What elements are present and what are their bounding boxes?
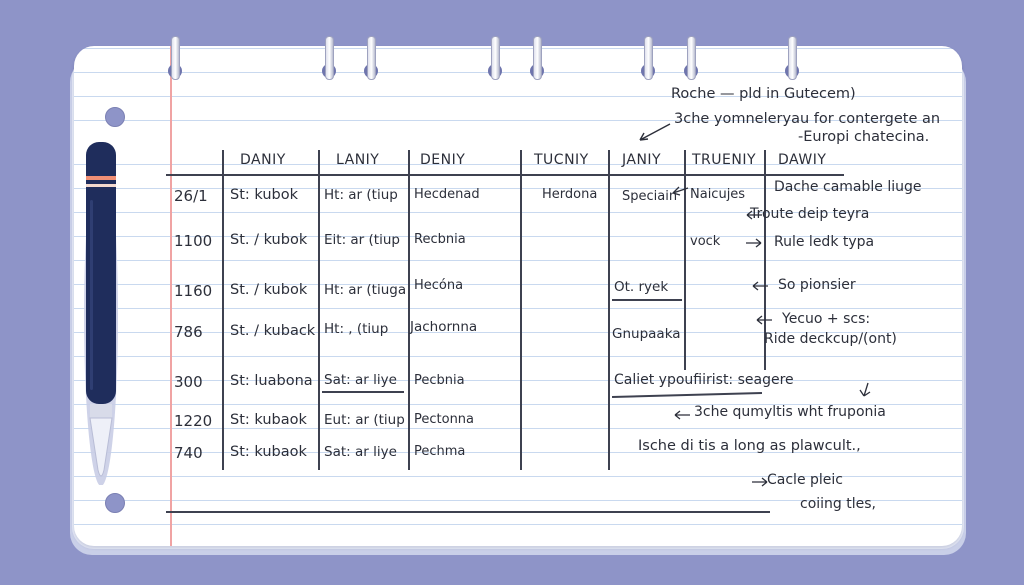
arrow-left-icon xyxy=(670,184,690,198)
underline xyxy=(612,392,762,397)
spiral-ring xyxy=(687,36,696,80)
spiral-ring xyxy=(367,36,376,80)
row3-num: 1160 xyxy=(174,282,213,300)
side-note-7: coiing tles, xyxy=(800,496,876,512)
underline xyxy=(612,299,682,301)
header-col-1: DANIY xyxy=(240,152,286,168)
row6-col3: Eut: ar (tiup xyxy=(324,412,405,428)
side-note-5: Ische di tis a long as plawcult., xyxy=(638,438,861,454)
row7-col2: St: kubaok xyxy=(230,444,307,460)
row1-num: 26/1 xyxy=(174,187,208,205)
row4-note: Yecuo + scs: xyxy=(782,311,871,327)
side-note-1: Troute deip teyra xyxy=(750,206,870,222)
arrow-right-icon xyxy=(744,236,764,250)
header-col-7: DAWIY xyxy=(778,152,827,168)
side-note-2: Ride deckcup/(ont) xyxy=(764,331,897,347)
header-col-3: DENIY xyxy=(420,152,466,168)
row3-col6: Ot. ryek xyxy=(614,279,669,295)
column-divider xyxy=(222,150,224,470)
row2-col4: Recbnia xyxy=(414,232,466,247)
row3-col3: Ht: ar (tiuga xyxy=(324,282,407,298)
row1-col2: St: kubok xyxy=(230,187,298,203)
row4-num: 786 xyxy=(174,323,203,341)
row6-num: 1220 xyxy=(174,412,213,430)
header-col-2: LANIY xyxy=(336,152,380,168)
spiral-ring xyxy=(644,36,653,80)
row4-col4: Jachornna xyxy=(410,319,478,335)
note-top-line2: 3che yomnelerуau for contergete an xyxy=(674,111,941,127)
row3-note: So pionsier xyxy=(778,277,856,293)
row1-col7: Naicujes xyxy=(690,187,746,202)
spiral-ring xyxy=(533,36,542,80)
row2-col2: St. / kubok xyxy=(230,232,308,248)
spiral-ring xyxy=(171,36,180,80)
arrow-icon xyxy=(634,120,674,144)
row4-col2: St. / kuback xyxy=(230,323,316,339)
side-note-6: Cacle pleic xyxy=(767,472,843,488)
row5-col2: St: luabona xyxy=(230,373,313,389)
spiral-ring xyxy=(491,36,500,80)
row1-col5: Herdona xyxy=(542,187,598,202)
column-divider xyxy=(408,150,410,470)
underline xyxy=(322,391,404,393)
row2-col7: vock xyxy=(690,234,721,249)
column-divider xyxy=(520,150,522,470)
row4-col3: Ht: , (tiup xyxy=(324,321,389,337)
row3-col4: Hecóna xyxy=(414,278,464,293)
margin-line xyxy=(170,46,172,546)
header-col-5: JANIY xyxy=(622,152,662,168)
note-top-line3: -Europi chatecina. xyxy=(798,129,930,145)
column-divider xyxy=(608,150,610,470)
header-col-4: TUCNIY xyxy=(534,152,589,168)
row3-col2: St. / kubok xyxy=(230,282,308,298)
punch-hole-top xyxy=(105,107,125,127)
row2-note: Rule ledk typa xyxy=(774,234,875,250)
column-divider xyxy=(318,150,320,470)
row6-col2: St: kubaok xyxy=(230,412,307,428)
arrow-left-icon xyxy=(744,208,764,222)
column-divider xyxy=(684,150,686,370)
row6-col4: Pectonna xyxy=(414,412,475,427)
side-note-4: 3che qumyltis wht fruponia xyxy=(694,404,886,420)
arrow-left-icon xyxy=(750,279,770,293)
row2-num: 1100 xyxy=(174,232,213,250)
row5-col4: Pecbnia xyxy=(414,373,465,388)
row5-num: 300 xyxy=(174,373,203,391)
arrow-left-icon xyxy=(672,408,692,422)
row1-note: Dache camable liuge xyxy=(774,179,922,195)
table-bottom-rule xyxy=(166,511,770,513)
header-col-6: TRUENIY xyxy=(692,152,757,168)
spiral-ring xyxy=(325,36,334,80)
arrow-left-icon xyxy=(754,313,774,327)
row4-col6: Gnupaaka xyxy=(612,326,681,342)
pen-icon xyxy=(82,140,120,485)
row1-col3: Ht: ar (tiup xyxy=(324,187,398,203)
row2-col3: Eit: ar (tiup xyxy=(324,232,400,248)
row7-col4: Pechma xyxy=(414,444,466,459)
row7-num: 740 xyxy=(174,444,203,462)
note-top-line1: Roche — pld in Gutecem) xyxy=(671,86,856,102)
arrow-right-icon xyxy=(750,475,770,489)
notebook-page xyxy=(74,46,962,546)
arrow-down-icon xyxy=(858,381,874,399)
side-note-3: Caliet ypoufiirist: seagere xyxy=(614,372,794,388)
row1-col4: Hecdenad xyxy=(414,187,480,202)
row5-col3: Sat: ar liye xyxy=(324,372,397,388)
punch-hole-bottom xyxy=(105,493,125,513)
row7-col3: Sat: ar liye xyxy=(324,444,397,460)
spiral-ring xyxy=(788,36,797,80)
row1-col6: Speciain xyxy=(622,189,678,204)
table-header-rule xyxy=(166,174,844,176)
